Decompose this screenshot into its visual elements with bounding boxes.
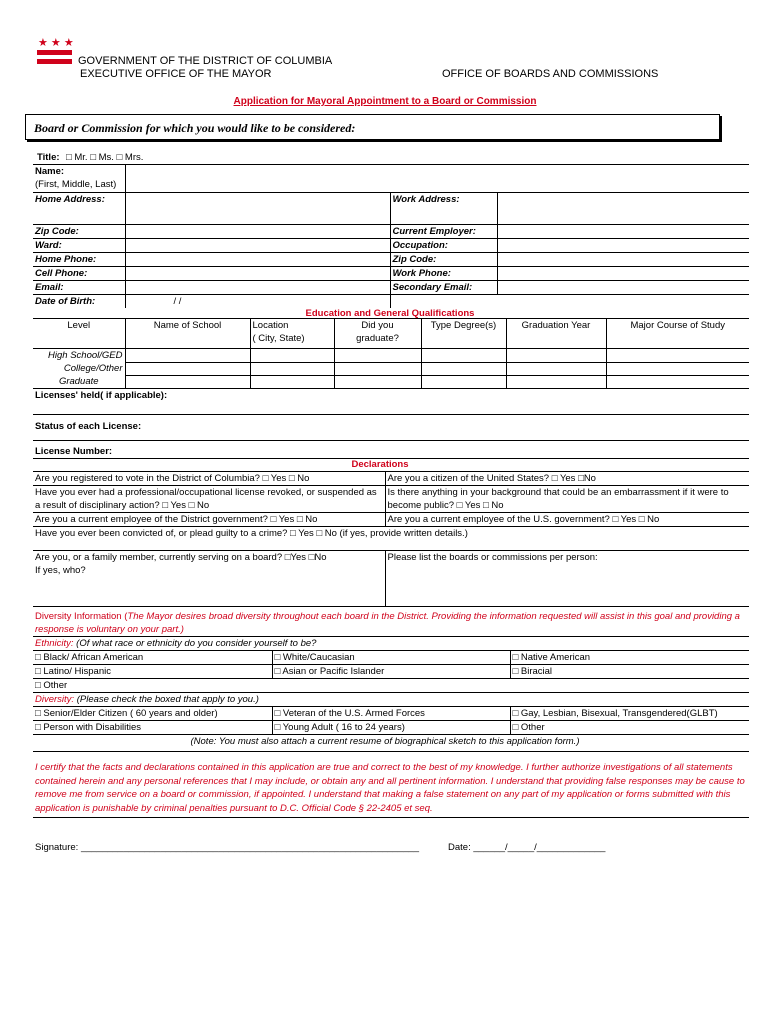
eth-asian[interactable]: □ Asian or Pacific Islander — [272, 665, 510, 679]
occupation-field[interactable] — [497, 239, 749, 253]
eth-black[interactable]: □ Black/ African American — [33, 651, 272, 665]
secondary-email-label: Secondary Email: — [390, 281, 497, 295]
col-graduated: Did you graduate? — [334, 319, 421, 349]
location-field-2[interactable] — [250, 362, 334, 375]
diversity-intro — [35, 610, 740, 636]
home-phone-label: Home Phone: — [33, 253, 125, 267]
div-young-adult[interactable]: □ Young Adult ( 16 to 24 years) — [272, 721, 510, 735]
resume-note: (Note: You must also attach a current resume of biographical sketch to this application form.) — [190, 736, 580, 747]
div-other[interactable]: □ Other — [510, 721, 749, 735]
q-convicted[interactable]: Have you ever been convicted of, or plead guilty to a crime? □ Yes □ No (if yes, provide written details.) — [33, 527, 749, 551]
q-boards-list[interactable]: Please list the boards or commissions per person: — [385, 551, 749, 607]
licenses-label: Licenses' held( if applicable): — [35, 390, 168, 401]
eth-latino[interactable]: □ Latino/ Hispanic — [33, 665, 272, 679]
gov-line1: GOVERNMENT OF THE DISTRICT OF COLUMBIA — [78, 55, 333, 67]
year-field-2[interactable] — [506, 362, 606, 375]
home-phone-field[interactable] — [125, 253, 390, 267]
personal-info-table — [33, 164, 749, 308]
ward-field[interactable] — [125, 239, 390, 253]
certification-text: I certify that the facts and declarations contained in this application are true and correct to the best of my knowledge. I further authorize investigations of all statements contained herein and any personal references that I may include, or obtain any and all pertinent information. I understand that providing false responses may be cause to remove me from service on a board or commission, if appointed. I understand that making a false statement on any part of my application or forms submitted with this application is punishable by criminal penalties pursuant to D.C. Official Code § 22-2405 et seq. — [35, 762, 745, 814]
education-table — [33, 318, 749, 459]
degree-field-2[interactable] — [421, 362, 506, 375]
name-field[interactable] — [125, 165, 749, 193]
employer-label: Current Employer: — [390, 225, 497, 239]
graduated-field-3[interactable] — [334, 375, 421, 389]
title-options[interactable]: □ Mr. □ Ms. □ Mrs. — [66, 152, 144, 163]
diversity-heading — [33, 693, 749, 707]
level-college: College/Other — [33, 362, 125, 375]
cell-phone-label: Cell Phone: — [33, 267, 125, 281]
q-embarrassment[interactable]: Is there anything in your background that could be an embarrassment if it were to become public? □ Yes □ No — [385, 486, 749, 513]
q-serving-board-who: If yes, who? — [35, 565, 86, 576]
flag-bar-top — [37, 50, 72, 55]
q-registered-voter[interactable]: Are you registered to vote in the District of Columbia? □ Yes □ No — [33, 472, 385, 486]
license-number-label: License Number: — [35, 446, 113, 457]
dob-label: Date of Birth: — [33, 295, 125, 309]
ward-label: Ward: — [33, 239, 125, 253]
degree-field-1[interactable] — [421, 349, 506, 363]
board-prompt-label: Board or Commission for which you would like to be considered: — [34, 121, 356, 135]
q-serving-board-text: Are you, or a family member, currently serving on a board? □Yes □No — [35, 552, 327, 563]
divider-top — [33, 751, 749, 752]
year-field-1[interactable] — [506, 349, 606, 363]
dob-slashes: / / — [173, 296, 182, 307]
name-label-cell — [33, 165, 125, 193]
work-zip-label: Zip Code: — [390, 253, 497, 267]
div-disabilities[interactable]: □ Person with Disabilities — [33, 721, 272, 735]
eth-other[interactable]: □ Other — [33, 679, 272, 693]
email-label: Email: — [33, 281, 125, 295]
work-address-label: Work Address: — [390, 193, 497, 225]
office-name: OFFICE OF BOARDS AND COMMISSIONS — [442, 68, 659, 80]
form-title: Application for Mayoral Appointment to a Board or Commission — [233, 96, 537, 107]
license-status-field[interactable] — [33, 415, 749, 441]
col-grad-year: Graduation Year — [506, 319, 606, 349]
ethnicity-label: Ethnicity: — [35, 638, 74, 649]
col-level: Level — [33, 319, 125, 349]
col-major: Major Course of Study — [606, 319, 749, 349]
name-hint: (First, Middle, Last) — [35, 179, 117, 190]
ethnicity-heading — [33, 637, 749, 651]
location-field-1[interactable] — [250, 349, 334, 363]
licenses-field[interactable] — [33, 389, 749, 415]
diversity-intro-text: The Mayor desires broad diversity throughout each board in the District. Providing the information requested will assist in this goal and providing a response is voluntary on your part.) — [35, 611, 740, 635]
education-heading: Education and General Qualifications — [305, 308, 475, 319]
div-veteran[interactable]: □ Veteran of the U.S. Armed Forces — [272, 707, 510, 721]
zip-label: Zip Code: — [33, 225, 125, 239]
dob-field[interactable] — [125, 295, 390, 309]
major-field-2[interactable] — [606, 362, 749, 375]
title-label: Title: — [37, 152, 60, 163]
eth-white[interactable]: □ White/Caucasian — [272, 651, 510, 665]
diversity-table — [33, 636, 749, 735]
q-serving-board[interactable] — [33, 551, 385, 607]
declarations-table — [33, 471, 749, 607]
q-license-revoked[interactable]: Have you ever had a professional/occupational license revoked, or suspended as a result of disciplinary action? □ Yes □ No — [33, 486, 385, 513]
zip-field[interactable] — [125, 225, 390, 239]
school-field-3[interactable] — [125, 375, 250, 389]
eth-biracial[interactable]: □ Biracial — [510, 665, 749, 679]
signature-line[interactable]: Signature: ________________________________________________________________ — [35, 842, 420, 853]
license-status-label: Status of each License: — [35, 421, 142, 432]
col-location: Location ( City, State) — [250, 319, 334, 349]
school-field-1[interactable] — [125, 349, 250, 363]
diversity-label: Diversity: — [35, 694, 75, 705]
major-field-3[interactable] — [606, 375, 749, 389]
name-label: Name: — [35, 166, 65, 177]
col-degree: Type Degree(s) — [421, 319, 506, 349]
occupation-label: Occupation: — [390, 239, 497, 253]
work-zip-field[interactable] — [497, 253, 749, 267]
eth-native-american[interactable]: □ Native American — [510, 651, 749, 665]
location-field-3[interactable] — [250, 375, 334, 389]
graduated-field-2[interactable] — [334, 362, 421, 375]
cell-phone-field[interactable] — [125, 267, 390, 281]
div-glbt[interactable]: □ Gay, Lesbian, Bisexual, Transgendered(GLBT) — [510, 707, 749, 721]
school-field-2[interactable] — [125, 362, 250, 375]
flag-bar-bottom — [37, 59, 72, 64]
col-school: Name of School — [125, 319, 250, 349]
div-senior[interactable]: □ Senior/Elder Citizen ( 60 years and older) — [33, 707, 272, 721]
q-us-employee[interactable]: Are you a current employee of the U.S. government? □ Yes □ No — [385, 513, 749, 527]
q-us-citizen[interactable]: Are you a citizen of the United States? □ Yes □No — [385, 472, 749, 486]
work-phone-field[interactable] — [497, 267, 749, 281]
employer-field[interactable] — [497, 225, 749, 239]
degree-field-3[interactable] — [421, 375, 506, 389]
level-graduate: Graduate — [33, 375, 125, 389]
gov-line2: EXECUTIVE OFFICE OF THE MAYOR — [80, 68, 272, 80]
date-line[interactable]: Date: ______/_____/_____________ — [448, 842, 606, 853]
eth-other-spacer — [272, 679, 749, 693]
license-number-field[interactable] — [33, 441, 749, 459]
diversity-question: (Please check the boxed that apply to you.) — [74, 694, 259, 705]
declarations-heading: Declarations — [351, 459, 409, 470]
major-field-1[interactable] — [606, 349, 749, 363]
home-address-field[interactable] — [125, 193, 390, 225]
year-field-3[interactable] — [506, 375, 606, 389]
level-high-school: High School/GED — [33, 349, 125, 363]
home-address-label: Home Address: — [33, 193, 125, 225]
dob-spacer — [390, 295, 749, 309]
work-phone-label: Work Phone: — [390, 267, 497, 281]
board-prompt-box[interactable] — [25, 114, 720, 140]
graduated-field-1[interactable] — [334, 349, 421, 363]
ethnicity-question: (Of what race or ethnicity do you consider yourself to be? — [73, 638, 317, 649]
diversity-intro-label: Diversity Information ( — [35, 611, 128, 622]
email-field[interactable] — [125, 281, 390, 295]
secondary-email-field[interactable] — [497, 281, 749, 295]
flag-stars: ★ ★ ★ — [38, 37, 74, 49]
q-dc-employee[interactable]: Are you a current employee of the District government? □ Yes □ No — [33, 513, 385, 527]
divider-bottom — [33, 817, 749, 818]
work-address-field[interactable] — [497, 193, 749, 225]
gov-heading — [78, 55, 332, 81]
